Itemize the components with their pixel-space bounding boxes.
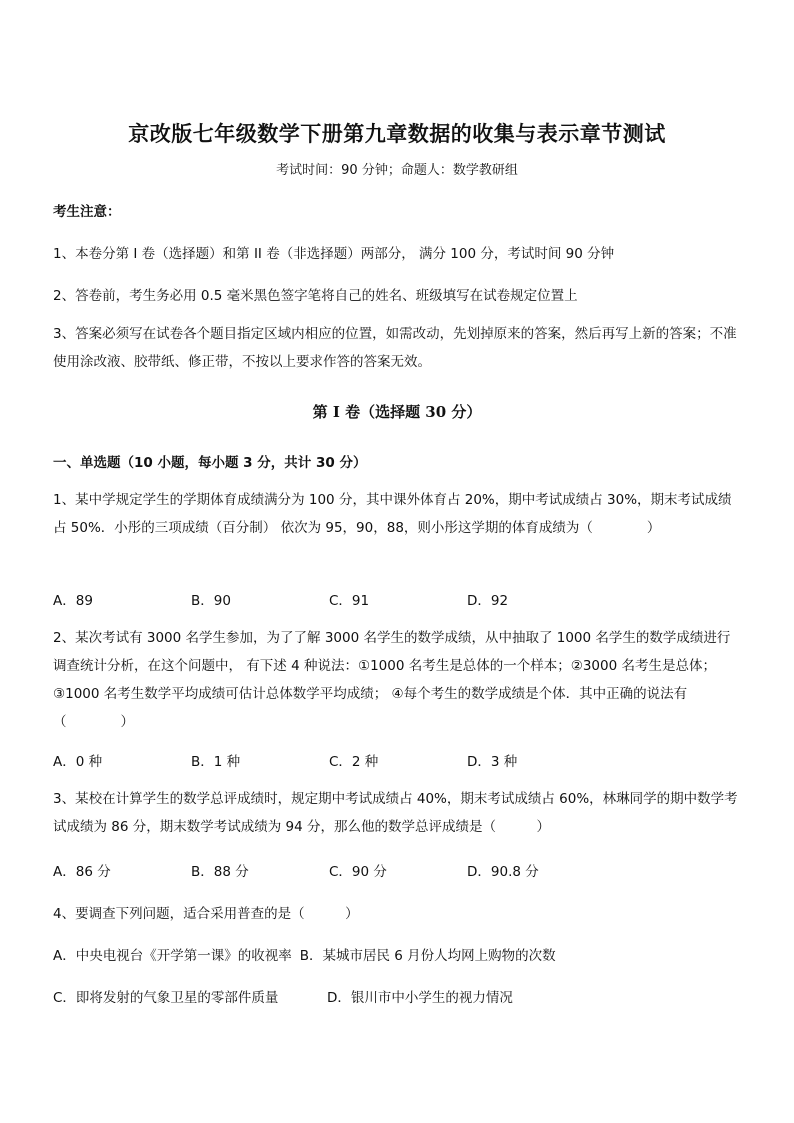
question-1-options (53, 589, 743, 609)
exam-title: 京改版七年级数学下册第九章数据的收集与表示章节测试 (128, 121, 666, 146)
notice-item-3: 3、答案必须写在试卷各个题目指定区域内相应的位置，如需改动，先划掉原来的答案，然后再写上新的答案；不准使用涂改液、胶带纸、修正带，不按以上要求作答的答案无效。 (53, 326, 737, 370)
notice-item-2: 2、答卷前，考生务必用 0.5 毫米黑色签字笔将自己的姓名、班级填写在试卷规定位置上 (53, 288, 578, 304)
question-2-option-d[interactable]: D．3 种 (467, 754, 518, 770)
question-3-options (53, 860, 743, 880)
question-4-option-b[interactable]: B．某城市居民 6 月份人均网上购物的次数 (299, 948, 556, 964)
part-heading: 一、单选题（10 小题，每小题 3 分，共计 30 分） (53, 455, 367, 471)
question-2-option-b[interactable]: B．1 种 (191, 754, 241, 770)
question-2-option-c[interactable]: C．2 种 (329, 754, 379, 770)
question-2-text: 2、某次考试有 3000 名学生参加，为了了解 3000 名学生的数学成绩，从中抽取了 1000 名学生的数学成绩进行调查统计分析，在这个问题中， 有下述 4 种说法：①1000 名考生是总体的一个样本；②3000 名考生是总体；③1000 名考生数学平均成绩可估计总体数学平均成绩； ④每个考生的数学成绩是个体．其中正确的说法有（ ） (53, 630, 731, 730)
notice-heading: 考生注意： (53, 204, 121, 220)
question-1-option-c[interactable]: C．91 (329, 593, 370, 609)
question-4-text: 4、要调查下列问题，适合采用普查的是（ ） (53, 906, 359, 922)
question-2-options (53, 750, 743, 770)
question-3-option-b[interactable]: B．88 分 (191, 864, 249, 880)
section-title: 第 I 卷（选择题 30 分） (312, 403, 482, 421)
question-4-options-row-1 (53, 944, 743, 964)
question-3-text: 3、某校在计算学生的数学总评成绩时，规定期中考试成绩占 40%，期末考试成绩占 60%，林琳同学的期中数学考试成绩为 86 分，期末数学考试成绩为 94 分，那么他的数学总评成绩是（ ） (53, 791, 738, 835)
question-4-option-d[interactable]: D．银川市中小学生的视力情况 (327, 990, 513, 1006)
question-3-option-d[interactable]: D．90.8 分 (467, 864, 539, 880)
question-1-text: 1、某中学规定学生的学期体育成绩满分为 100 分，其中课外体育占 20%，期中考试成绩占 30%，期末考试成绩占 50%．小彤的三项成绩（百分制） 依次为 95，90，88，则小彤这学期的体育成绩为（ ） (53, 492, 732, 536)
question-3-option-c[interactable]: C．90 分 (329, 864, 387, 880)
notice-item-1: 1、本卷分第 I 卷（选择题）和第 II 卷（非选择题）两部分， 满分 100 分，考试时间 90 分钟 (53, 246, 615, 262)
question-4-options-row-2 (53, 986, 743, 1006)
question-4-option-c[interactable]: C．即将发射的气象卫星的零部件质量 (53, 990, 279, 1006)
question-1-option-a[interactable]: A．89 (53, 593, 93, 609)
question-3-option-a[interactable]: A．86 分 (53, 864, 111, 880)
question-2-option-a[interactable]: A．0 种 (53, 754, 103, 770)
question-1-option-b[interactable]: B．90 (191, 593, 231, 609)
question-1-option-d[interactable]: D．92 (467, 593, 509, 609)
exam-subtitle: 考试时间：90 分钟；命题人：数学教研组 (276, 163, 518, 178)
question-4-option-a[interactable]: A．中央电视台《开学第一课》的收视率 (53, 948, 292, 964)
